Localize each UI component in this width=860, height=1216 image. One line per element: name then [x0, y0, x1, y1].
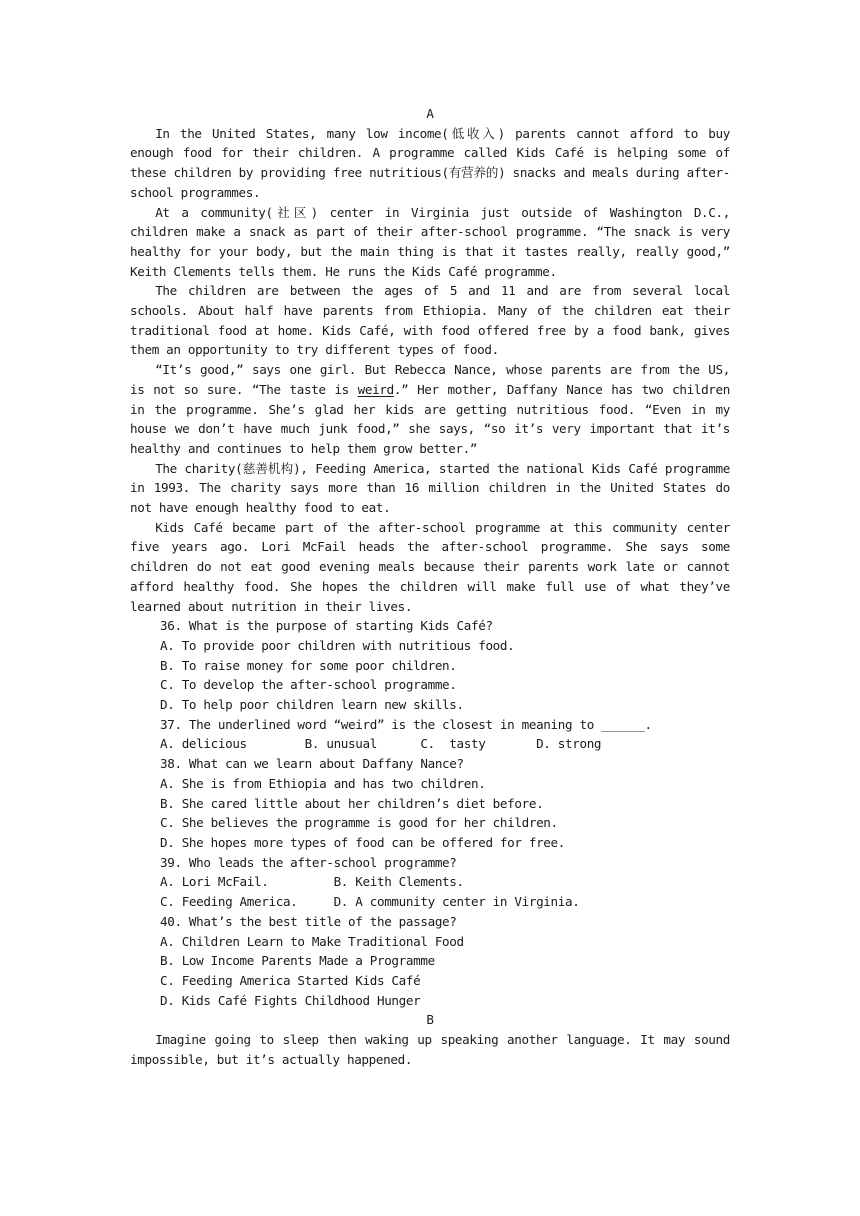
question-stem: 37. The underlined word “weird” is the closest in meaning to ______.	[160, 716, 652, 732]
answer-option: B. To raise money for some poor children.	[160, 657, 457, 673]
passage-a-paragraph-2: At a community(社区) center in Virginia just outside of Washington D.C., children make a snack as part of their after-school programme. “The snack is very healthy for your body, but the main thing is that it tastes really, really good,” Keith Clements tells them. He runs the Kids Café programme.	[130, 204, 730, 279]
passage-a-paragraph-1: In the United States, many low income(低收入) parents cannot afford to buy enough food for their children. A programme called Kids Café is helping some of these children by providing free nutritious(有营养的) snacks and meals during after-school programmes.	[130, 125, 730, 200]
answer-option: D. Kids Café Fights Childhood Hunger	[160, 992, 421, 1008]
underlined-word-weird: weird	[357, 381, 394, 397]
passage-a-heading: A	[426, 106, 434, 121]
question-39	[130, 853, 730, 912]
paragraph-4-text-after: .” Her mother, Daffany Nance has two children in the programme. She’s glad her kids are getting nutritious food. “Even in my house we don’t have much junk food,” she says, “so it’s very important that it’s healthy and continues to help them grow better.”	[130, 381, 730, 456]
passage-a-paragraph-5: The charity(慈善机构), Feeding America, started the national Kids Café programme in 1993. The charity says more than 16 million children in the United States do not have enough healthy food to eat.	[130, 460, 730, 516]
question-stem: 38. What can we learn about Daffany Nance?	[160, 756, 464, 772]
passage-b-heading: B	[426, 1012, 434, 1028]
question-36	[130, 616, 730, 715]
question-stem: 39. Who leads the after-school programme?	[160, 854, 457, 870]
answer-option: B. Low Income Parents Made a Programme	[160, 953, 435, 969]
passage-a-paragraph-6: Kids Café became part of the after-school programme at this community center five years ago. Lori McFail heads the after-school programme. She says some children do not eat good evening meals because their parents work late or cannot afford healthy food. She hopes the children will make full use of what they’ve learned about nutrition in their lives.	[130, 519, 730, 614]
passage-a-paragraph-4	[130, 360, 730, 459]
answer-options-row: A. Lori McFail. B. Keith Clements.	[160, 874, 464, 890]
answer-options-row: A. delicious B. unusual C. tasty D. strong	[160, 736, 602, 752]
answer-option: C. To develop the after-school programme.	[160, 677, 457, 693]
answer-option: A. She is from Ethiopia and has two children.	[160, 775, 486, 791]
answer-option: D. She hopes more types of food can be offered for free.	[160, 835, 565, 850]
answer-option: B. She cared little about her children’s diet before.	[160, 795, 544, 811]
answer-option: C. She believes the programme is good for her children.	[160, 815, 558, 831]
question-stem: 40. What’s the best title of the passage?	[160, 913, 457, 929]
answer-option: D. To help poor children learn new skills.	[160, 697, 464, 713]
answer-option: A. To provide poor children with nutritious food.	[160, 637, 515, 653]
answer-option: C. Feeding America Started Kids Café	[160, 972, 421, 988]
paragraph-4-text-before: “It’s good,” says one girl. But Rebecca Nance, whose parents are from the US, is not so sure. “The taste is	[130, 362, 730, 397]
question-stem: 36. What is the purpose of starting Kids Café?	[160, 618, 493, 634]
exam-content	[130, 104, 730, 1069]
question-40	[130, 912, 730, 1011]
answer-options-row: C. Feeding America. D. A community center in Virginia.	[160, 894, 580, 910]
question-38	[130, 754, 730, 853]
passage-b-paragraph-1: Imagine going to sleep then waking up speaking another language. It may sound impossible, but it’s actually happened.	[130, 1032, 730, 1067]
passage-a-paragraph-3: The children are between the ages of 5 and 11 and are from several local schools. About half have parents from Ethiopia. Many of the children eat their traditional food at home. Kids Café, with food offered free by a food bank, gives them an opportunity to try different types of food.	[130, 283, 730, 358]
answer-option: A. Children Learn to Make Traditional Food	[160, 933, 464, 949]
question-37	[130, 715, 730, 754]
